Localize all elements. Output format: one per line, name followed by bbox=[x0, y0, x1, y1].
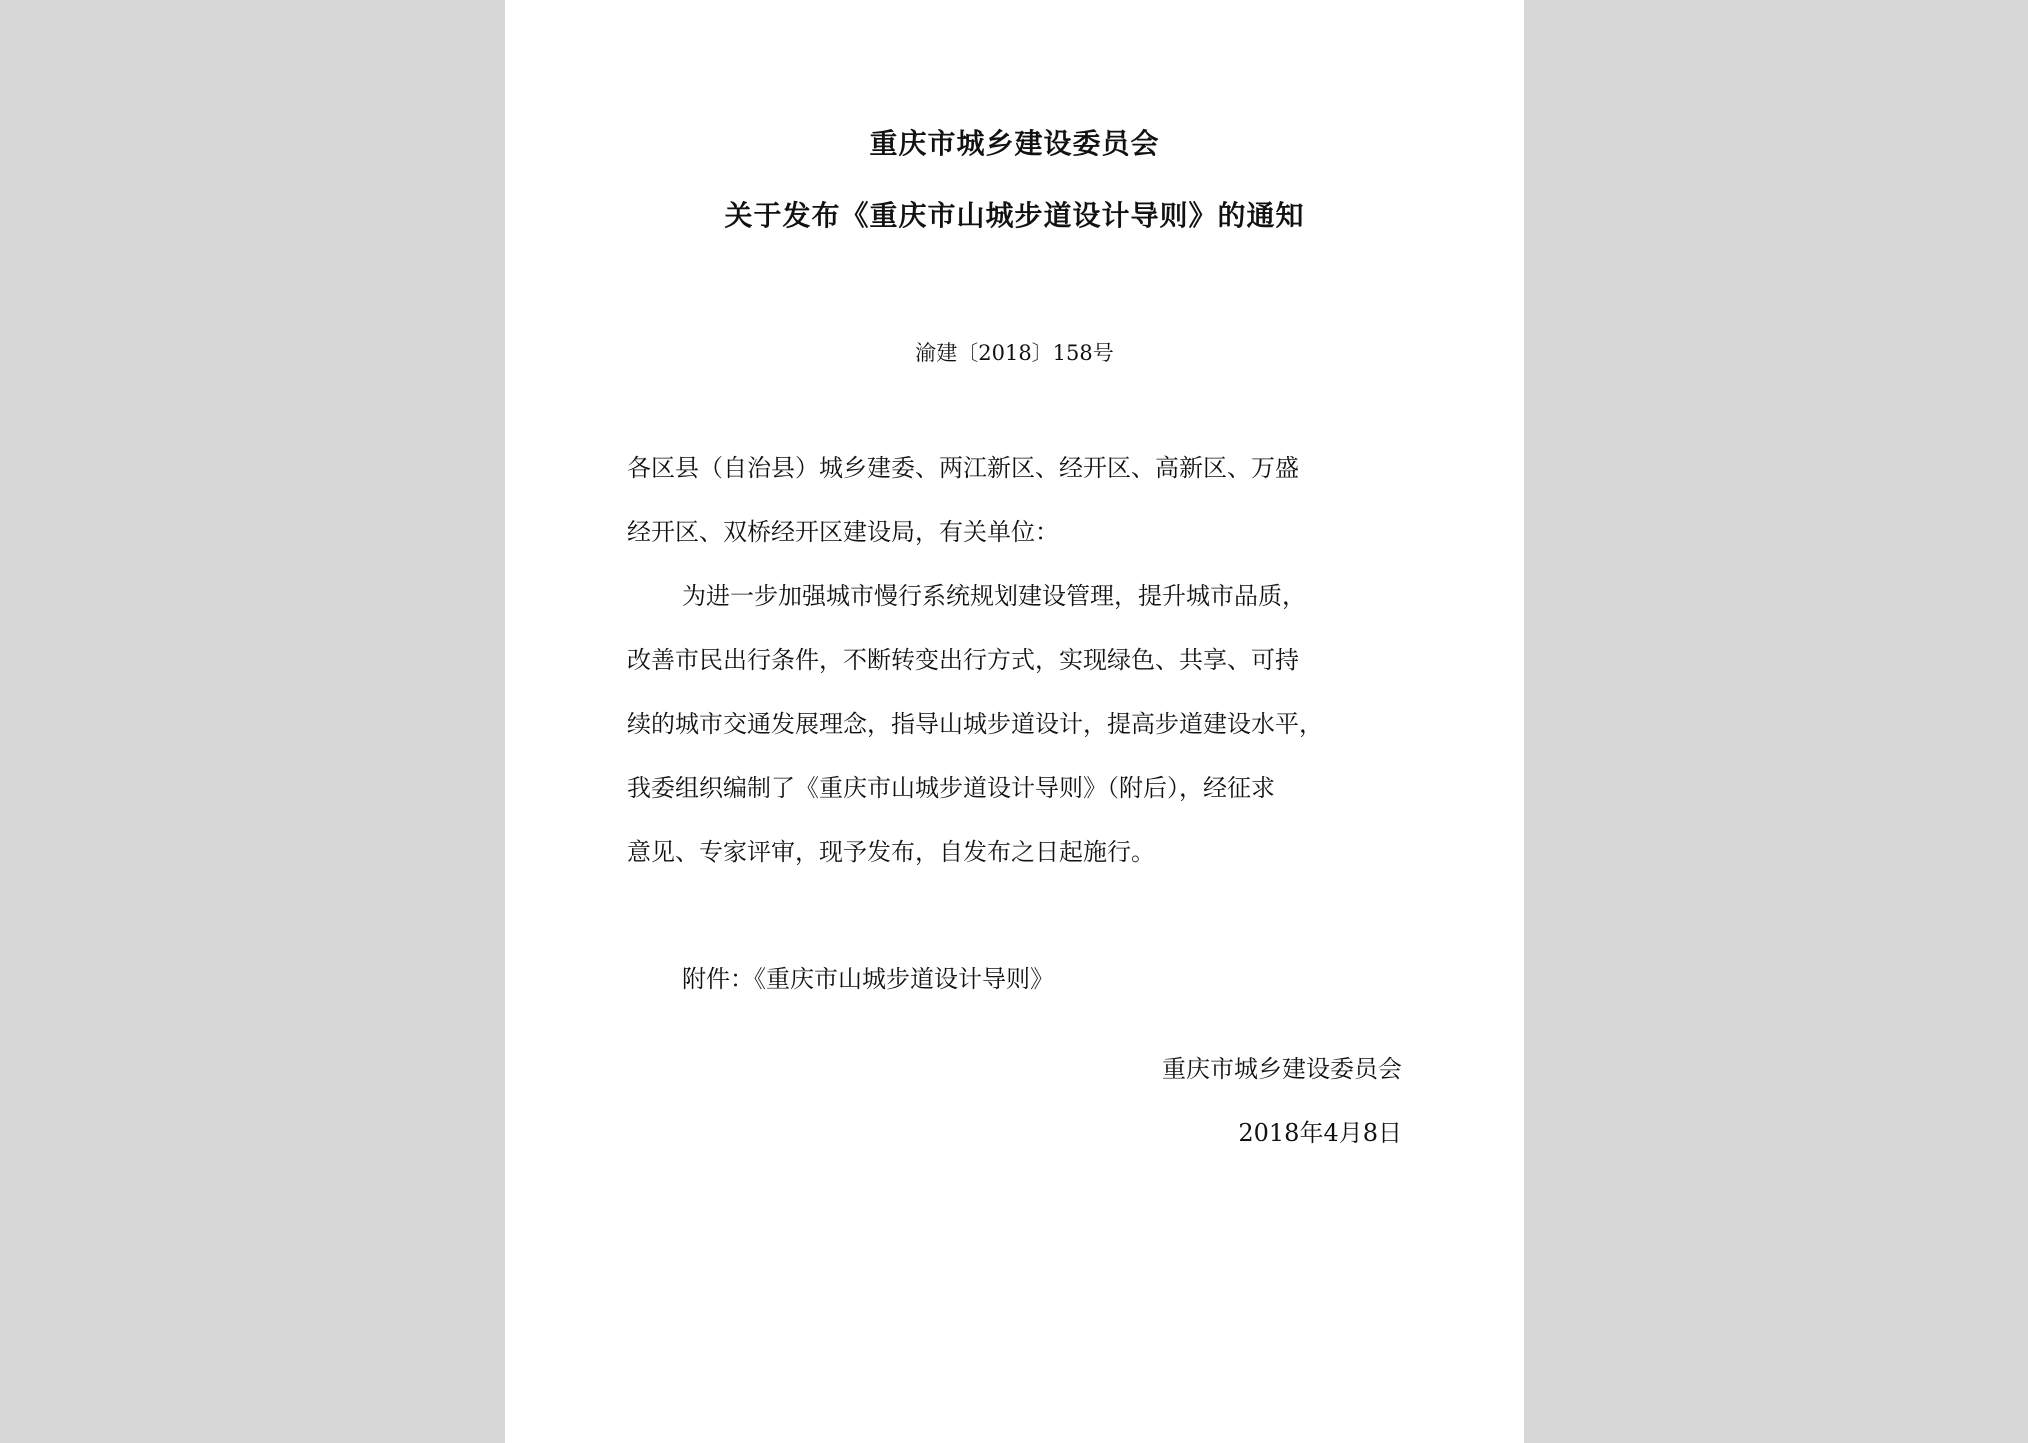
body-line-2: 改善市民出行条件，不断转变出行方式，实现绿色、共享、可持 bbox=[627, 646, 1299, 674]
document-page bbox=[505, 0, 1524, 1443]
signature-organization: 重庆市城乡建设委员会 bbox=[1162, 1055, 1402, 1083]
body-line-4: 我委组织编制了《重庆市山城步道设计导则》（附后），经征求 bbox=[627, 774, 1275, 802]
attachment-line: 附件：《重庆市山城步道设计导则》 bbox=[682, 965, 1054, 993]
addressee-line-1: 各区县（自治县）城乡建委、两江新区、经开区、高新区、万盛 bbox=[627, 454, 1299, 482]
document-number: 渝建〔2018〕158号 bbox=[915, 341, 1114, 365]
body-line-3: 续的城市交通发展理念，指导山城步道设计，提高步道建设水平， bbox=[627, 710, 1323, 738]
document-title-line2: 关于发布《重庆市山城步道设计导则》的通知 bbox=[724, 199, 1305, 232]
addressee-line-2: 经开区、双桥经开区建设局，有关单位： bbox=[627, 518, 1059, 546]
body-line-5: 意见、专家评审，现予发布，自发布之日起施行。 bbox=[627, 838, 1155, 866]
signature-date: 2018年4月8日 bbox=[1238, 1119, 1402, 1147]
body-line-1: 为进一步加强城市慢行系统规划建设管理，提升城市品质， bbox=[682, 582, 1306, 610]
page-content bbox=[505, 0, 1524, 1443]
document-title-line1: 重庆市城乡建设委员会 bbox=[869, 127, 1160, 160]
